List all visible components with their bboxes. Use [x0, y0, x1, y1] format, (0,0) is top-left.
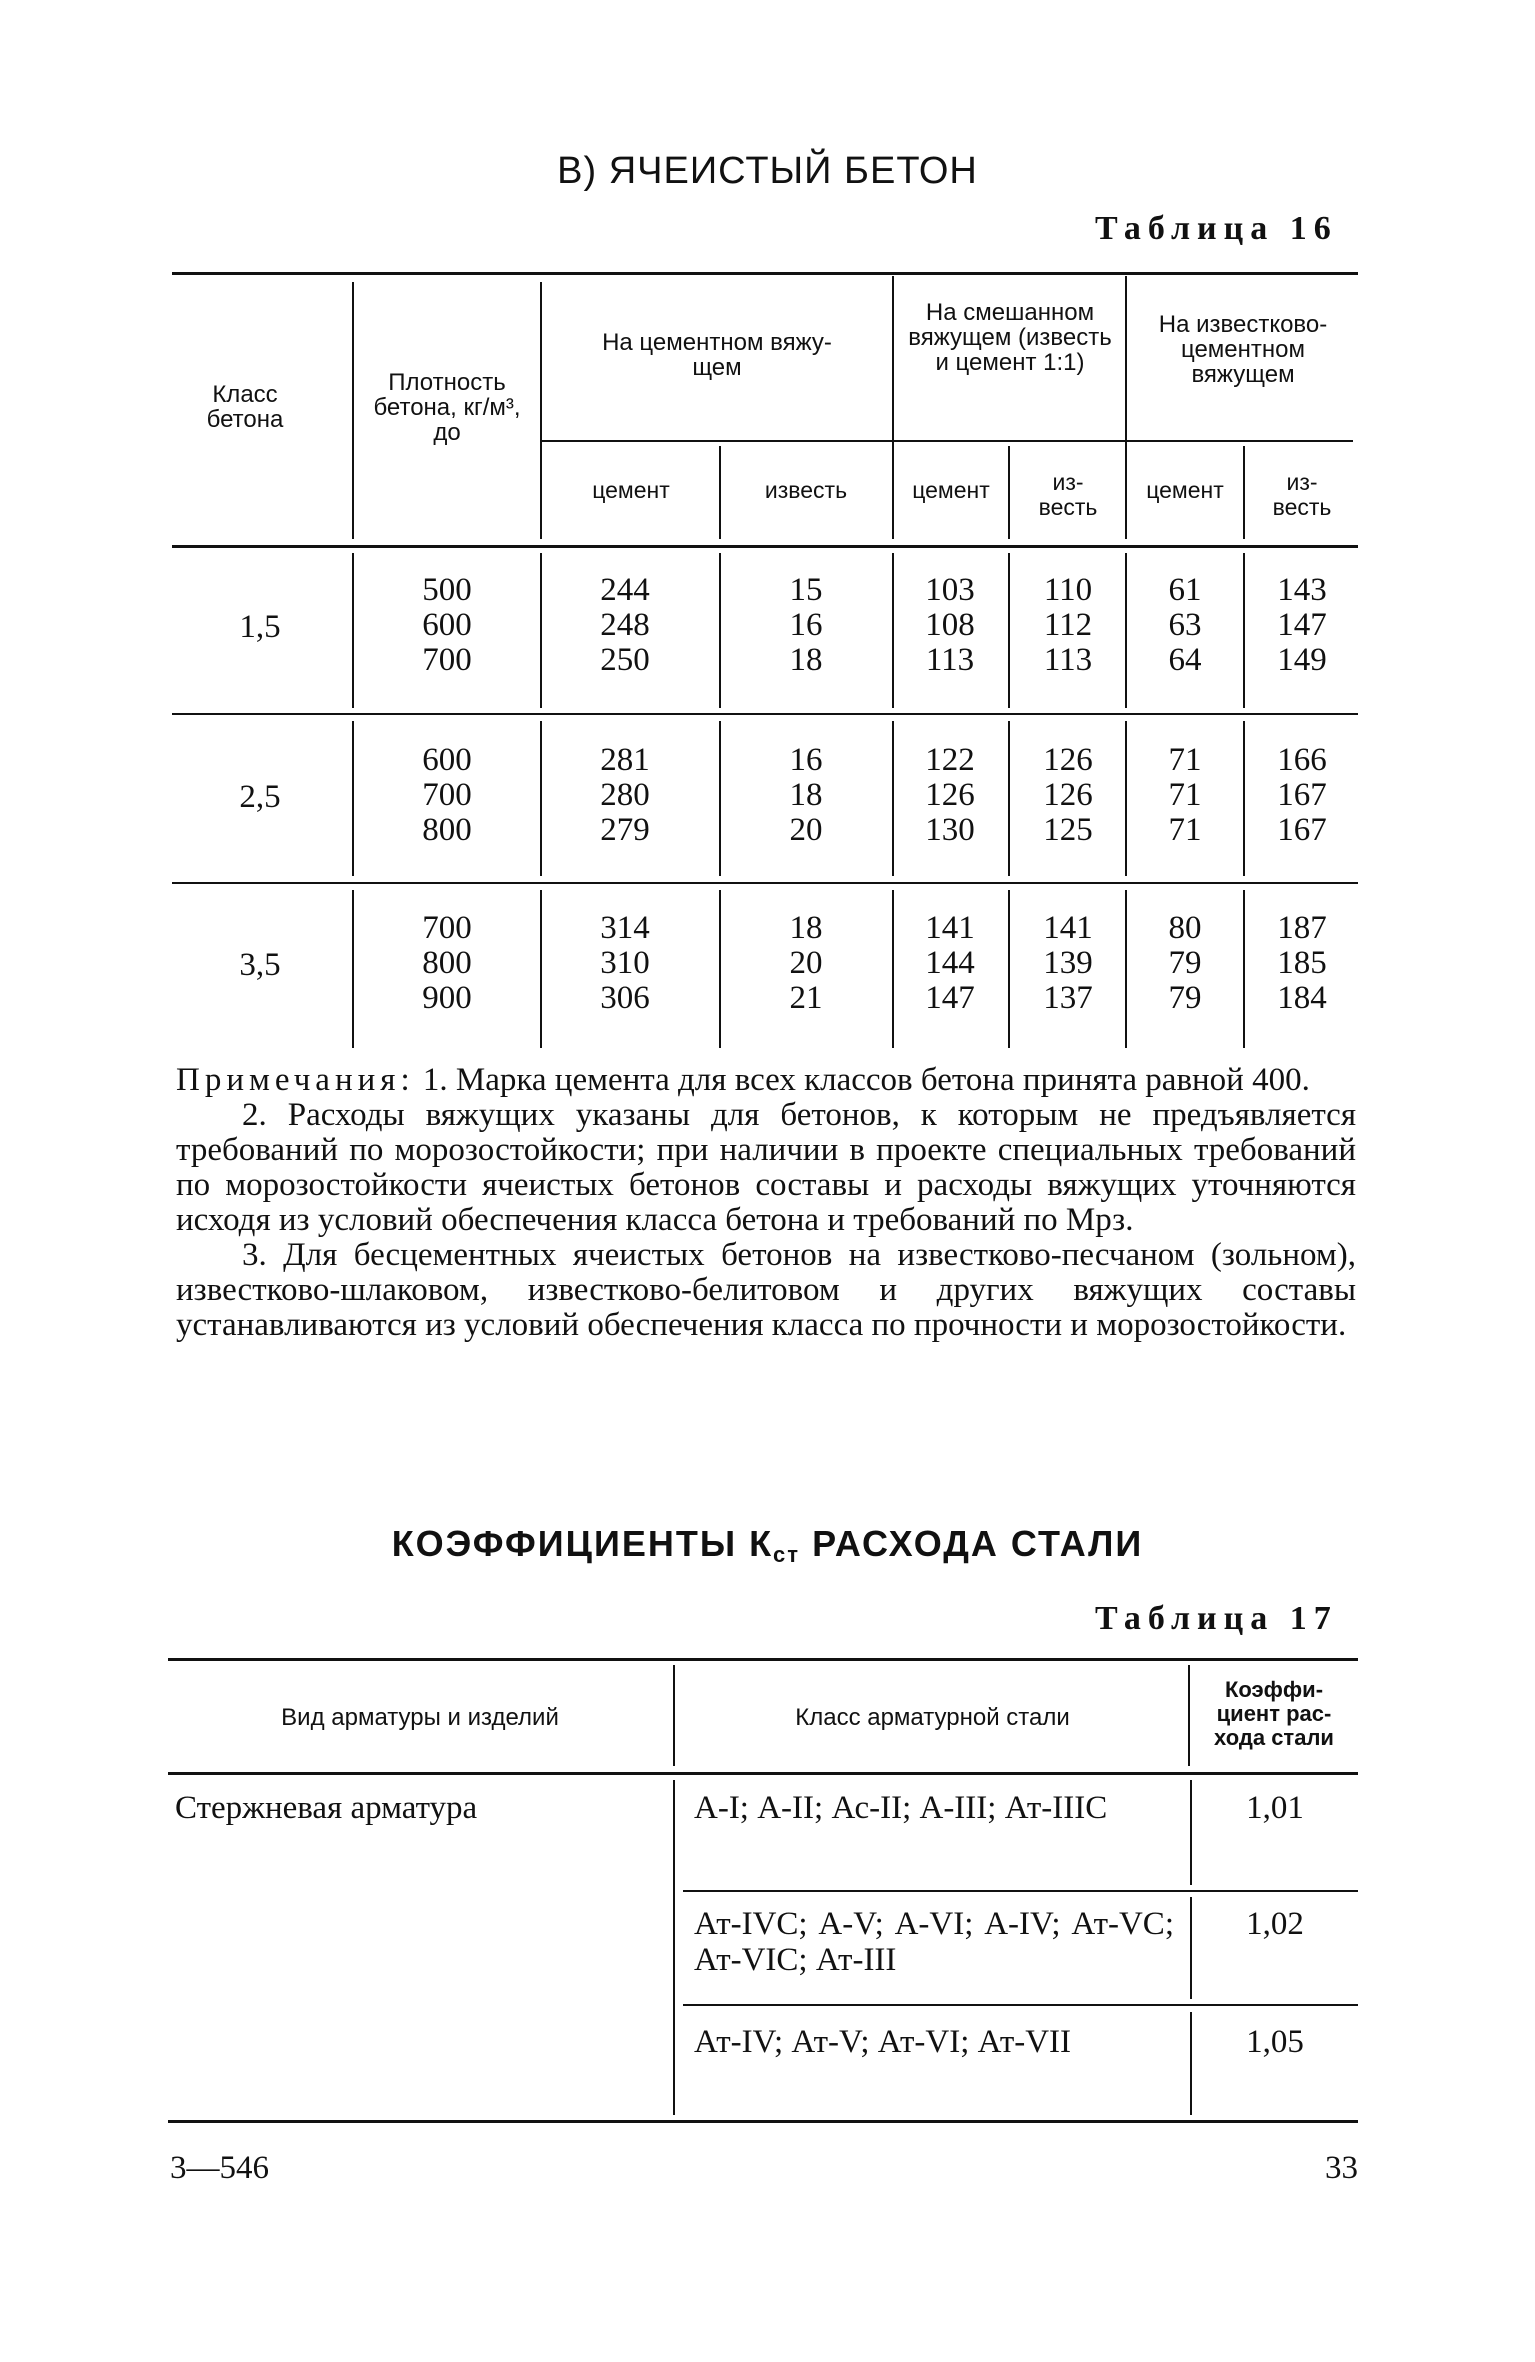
cell-coefficient: 1,05	[1246, 2024, 1304, 2060]
subheader-lime: из- весть	[1272, 469, 1332, 520]
table16-vrule	[719, 890, 721, 1048]
table16-vrule	[352, 553, 354, 708]
header-lime-cement-binder: На известково-цементном вяжущем	[1158, 311, 1328, 388]
note-2: 2. Расходы вяжущих указаны для бетонов, к которым не предъявляется требований по морозостойкости; при наличии в проекте специальных требований по морозостойкости ячеистых бетонов составы и расходы вяжущих уточняются исходя из условий обеспечения класса бетона и требований по Мрз.	[176, 1097, 1356, 1238]
table16-vrule	[719, 721, 721, 876]
table16-vrule	[1243, 553, 1245, 708]
cell-cement: 244 248 250	[600, 572, 650, 678]
notes-label: Примечания:	[176, 1062, 415, 1098]
cell-density: 500 600 700	[422, 572, 472, 678]
section2-title	[0, 1523, 1535, 1568]
note-1: 1. Марка цемента для всех классов бетона принята равной 400.	[422, 1062, 1310, 1098]
cell-class: 2,5	[239, 779, 281, 815]
header-class: Класс бетона	[206, 381, 284, 433]
section2-title-main: КОЭФФИЦИЕНТЫ К	[391, 1523, 774, 1564]
header-steel-class: Класс арматурной стали	[795, 1704, 1070, 1731]
table16-vrule	[352, 721, 354, 876]
table17-vrule	[1188, 1665, 1190, 1766]
cell-lime: 141 139 137	[1043, 910, 1093, 1016]
table16-vrule	[1008, 721, 1010, 876]
table17-vrule	[673, 1665, 675, 1766]
header-coefficient: Коэффи- циент рас- хода стали	[1214, 1677, 1334, 1750]
table16-vrule	[1243, 446, 1245, 539]
subheader-cement: цемент	[912, 477, 990, 503]
cell-cement: 314 310 306	[600, 910, 650, 1016]
footer-signature: 3—546	[170, 2150, 269, 2186]
table16-vrule	[352, 890, 354, 1048]
table16-vrule	[540, 282, 542, 539]
subheader-lime: известь	[764, 477, 848, 503]
table16-vrule	[352, 282, 354, 539]
table16-vrule	[1125, 890, 1127, 1048]
table16-label: Таблица 16	[1095, 210, 1338, 247]
table16-vrule	[1243, 721, 1245, 876]
table17-vrule	[673, 1780, 675, 2115]
subheader-lime: из- весть	[1038, 469, 1098, 520]
header-density: Плотность бетона, кг/м³, до	[373, 369, 521, 446]
cell-cement: 61 63 64	[1168, 572, 1202, 678]
subheader-cement: цемент	[592, 477, 670, 503]
table16-vrule	[892, 890, 894, 1048]
table17-top-rule	[168, 1658, 1358, 1661]
section2-title-subscript: ст	[773, 1542, 801, 1567]
table16-vrule	[1125, 276, 1127, 539]
cell-lime: 15 16 18	[789, 572, 823, 678]
cell-lime: 16 18 20	[789, 742, 823, 848]
table16-row-divider-2	[172, 882, 1358, 884]
cell-lime: 126 126 125	[1043, 742, 1093, 848]
cell-coefficient: 1,02	[1246, 1906, 1304, 1942]
table16-vrule	[540, 553, 542, 708]
section2-title-rest: РАСХОДА СТАЛИ	[800, 1523, 1144, 1564]
cell-cement: 80 79 79	[1168, 910, 1202, 1016]
subheader-cement: цемент	[1146, 477, 1224, 503]
cell-class: 1,5	[239, 609, 281, 645]
cell-cement: 122 126 130	[925, 742, 975, 848]
cell-lime: 110 112 113	[1043, 572, 1093, 678]
section-title: В) ЯЧЕИСТЫЙ БЕТОН	[557, 150, 978, 192]
table16-top-rule	[172, 272, 1358, 275]
table17-vrule	[1190, 2012, 1192, 2115]
table16-notes	[176, 1063, 1356, 1343]
table16-subheader-rule	[541, 440, 1353, 442]
cell-lime: 143 147 149	[1277, 572, 1327, 678]
table16-vrule	[892, 276, 894, 539]
table17-label: Таблица 17	[1095, 1600, 1338, 1637]
cell-cement: 281 280 279	[600, 742, 650, 848]
cell-lime: 18 20 21	[789, 910, 823, 1016]
page-number: 33	[1325, 2150, 1358, 2186]
cell-lime: 166 167 167	[1277, 742, 1327, 848]
table17-vrule	[1190, 1897, 1192, 1999]
cell-density: 700 800 900	[422, 910, 472, 1016]
table16-vrule	[1125, 553, 1127, 708]
table16-header-bottom-rule	[172, 545, 1358, 548]
table16-vrule	[540, 890, 542, 1048]
note-3: 3. Для бесцементных ячеистых бетонов на известково-песчаном (зольном), известково-шлаковом, известково-белитовом и других вяжущих составы устанавливаются из условий обеспечения класса по прочности и морозостойкости.	[176, 1237, 1356, 1343]
table16-vrule	[540, 721, 542, 876]
header-armature-type: Вид арматуры и изделий	[281, 1704, 559, 1731]
table17-row-divider	[683, 2004, 1358, 2006]
table16-row-divider-1	[172, 713, 1358, 715]
table16-vrule	[1008, 446, 1010, 539]
table17-bottom-rule	[168, 2120, 1358, 2123]
cell-armature-type: Стержневая арматура	[175, 1790, 478, 1826]
table16-vrule	[1008, 553, 1010, 708]
header-cement-binder: На цементном вяжу- щем	[602, 329, 832, 381]
table16-vrule	[719, 553, 721, 708]
table17-vrule	[1190, 1780, 1192, 1885]
cell-cement: 103 108 113	[925, 572, 975, 678]
cell-steel-class: Ат-IV; Ат-V; Ат-VI; Ат-VII	[694, 2024, 1072, 2060]
cell-density: 600 700 800	[422, 742, 472, 848]
cell-steel-class: А-I; А-II; Ас-II; А-III; Ат-IIIС	[694, 1790, 1108, 1826]
cell-steel-class: Ат-IVС; А-V; А-VI; А-IV; Ат-VС; Ат-VIС; Ат-III	[694, 1906, 1174, 1978]
table16-vrule	[892, 553, 894, 708]
table17-row-divider	[683, 1890, 1358, 1892]
cell-cement: 141 144 147	[925, 910, 975, 1016]
table16-vrule	[1243, 890, 1245, 1048]
cell-lime: 187 185 184	[1277, 910, 1327, 1016]
table16-vrule	[1125, 721, 1127, 876]
cell-class: 3,5	[239, 947, 281, 983]
cell-coefficient: 1,01	[1246, 1790, 1304, 1826]
table16-vrule	[1008, 890, 1010, 1048]
table17-header-bottom-rule	[168, 1772, 1358, 1775]
table16-vrule	[719, 446, 721, 539]
cell-cement: 71 71 71	[1168, 742, 1202, 848]
header-mixed-binder: На смешанном вяжущем (известь и цемент 1:1)	[908, 299, 1112, 376]
table16-vrule	[892, 721, 894, 876]
